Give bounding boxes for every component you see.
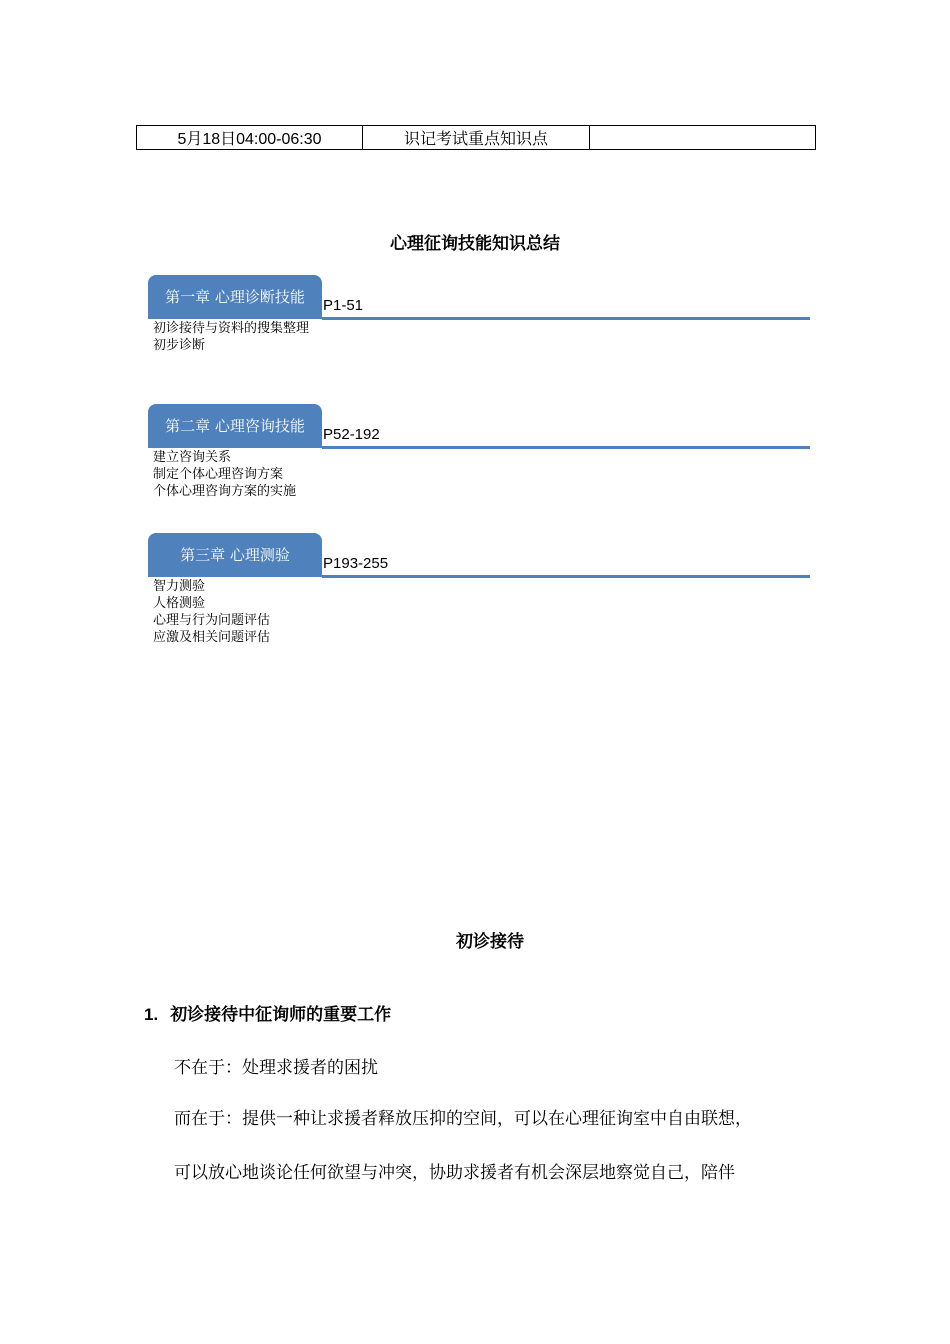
schedule-table <box>136 125 816 150</box>
chapter-title: 第一章 心理诊断技能 <box>148 275 322 319</box>
chapter-rule <box>322 317 810 320</box>
topic-item: 人格测验 <box>153 596 206 611</box>
section-heading <box>144 1000 391 1025</box>
paragraph: 不在于：处理求援者的困扰 <box>174 1058 378 1078</box>
heading-number: 1. <box>144 1005 159 1024</box>
schedule-time: 5月18日04:00-06:30 <box>137 126 363 149</box>
chapter-rule <box>322 575 810 578</box>
chapter-topics <box>153 320 309 354</box>
heading-text: 初诊接待中征询师的重要工作 <box>170 1005 392 1025</box>
schedule-task: 识记考试重点知识点 <box>363 126 590 149</box>
topic-item: 制定个体心理咨询方案 <box>153 467 284 482</box>
chapter-pages: P193-255 <box>323 555 389 572</box>
document-title: 心理征询技能知识总结 <box>390 234 560 254</box>
topic-item: 心理与行为问题评估 <box>153 613 271 628</box>
chapter-pages: P1-51 <box>323 297 364 314</box>
section-title: 初诊接待 <box>456 932 524 952</box>
chapter-title: 第三章 心理测验 <box>148 533 322 577</box>
chapter-topics <box>153 449 296 500</box>
chapter-title: 第二章 心理咨询技能 <box>148 404 322 448</box>
schedule-note <box>590 126 815 149</box>
chapter-rule <box>322 446 810 449</box>
topic-item: 初诊接待与资料的搜集整理 <box>153 321 310 336</box>
paragraph: 可以放心地谈论任何欲望与冲突，协助求援者有机会深层地察觉自己，陪伴 <box>174 1163 735 1183</box>
paragraph: 而在于：提供一种让求援者释放压抑的空间，可以在心理征询室中自由联想， <box>174 1109 752 1129</box>
topic-item: 建立咨询关系 <box>153 450 232 465</box>
chapter-pages: P52-192 <box>323 426 380 443</box>
topic-item: 初步诊断 <box>153 338 206 353</box>
topic-item: 个体心理咨询方案的实施 <box>153 484 297 499</box>
topic-item: 应激及相关问题评估 <box>153 630 271 645</box>
chapter-topics <box>153 578 270 646</box>
topic-item: 智力测验 <box>153 579 206 594</box>
